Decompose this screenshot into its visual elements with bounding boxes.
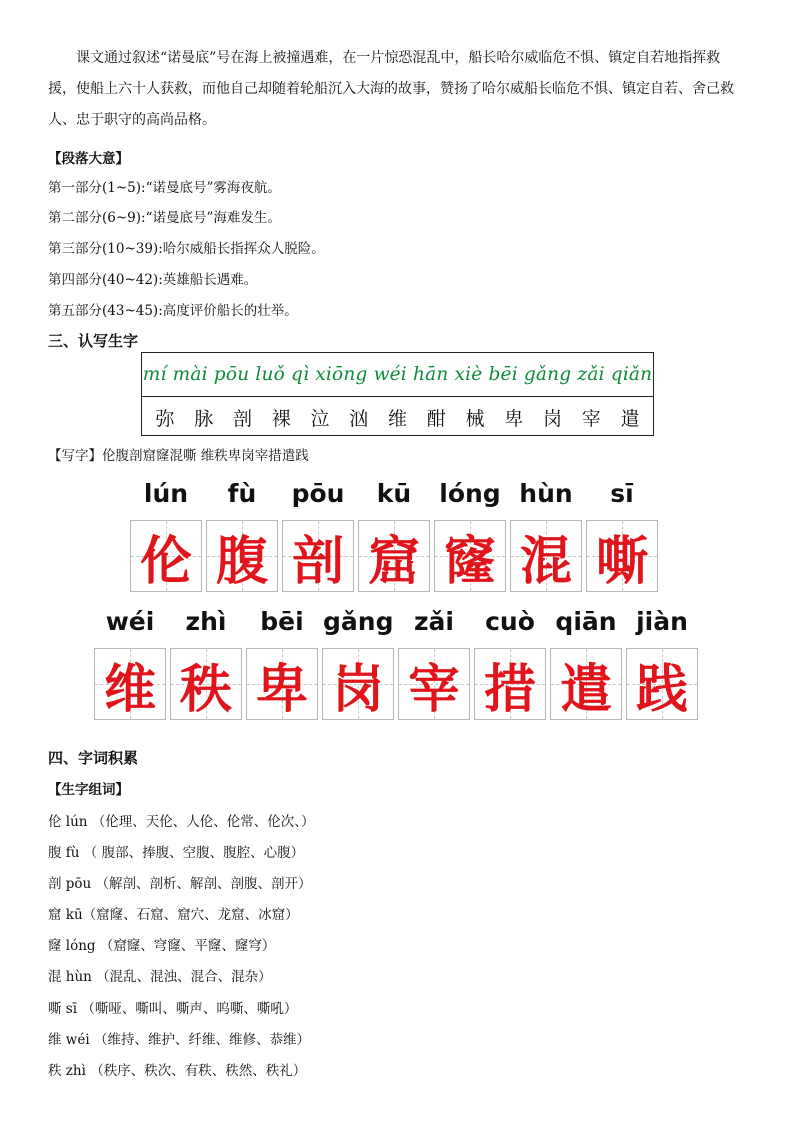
cell-character: 伦 [139,530,192,592]
cell-pinyin: lún [143,479,189,508]
cell-pinyin: lóng [439,479,501,508]
cell-character: 剖 [291,530,344,592]
cell-character: 卑 [255,658,308,720]
cell-pinyin: qiān [555,607,617,636]
word-group-item: 嘶 sī （嘶哑、嘶叫、嘶声、呜嘶、嘶吼） [48,1001,298,1017]
table-char: 泣 [310,407,330,430]
cell-character: 宰 [407,658,460,720]
cell-character: 遣 [559,658,612,720]
writing-grid-cell [170,607,242,720]
word-group-item: 维 wéi （维持、维护、纤维、维修、恭维） [48,1032,310,1048]
cell-character: 岗 [331,658,384,720]
cell-pinyin: pōu [291,479,345,508]
cell-pinyin: jiàn [636,607,688,636]
cell-pinyin: bēi [260,607,304,636]
cell-character: 践 [635,658,688,720]
cell-pinyin: kū [376,479,412,508]
writing-grid-cell [626,607,698,720]
writing-grid-cell [206,479,278,592]
section-heading-recognize-write: 三、认写生字 [48,332,139,350]
summary-item: 第四部分(40~42):英雄船长遇难。 [48,272,258,288]
lesson-summary-paragraph: 课文通过叙述“诺曼底”号在海上被撞遇难，在一片惊恐混乱中，船长哈尔威临危不惧、镇定自若地指挥救援，使船上六十人获救，而他自己却随着轮船沉入大海的故事，赞扬了哈尔威船长临危不惧、镇定自若、舍己救人、忠于职守的高尚品格。 [48,50,734,128]
table-char: 弥 [155,407,175,430]
writing-grid-cell [322,607,394,720]
summary-item: 第三部分(10~39):哈尔威船长指挥众人脱险。 [48,241,325,257]
word-group-item: 窟 kū（窟窿、石窟、窟穴、龙窟、冰窟） [48,907,299,923]
table-char: 维 [387,407,407,430]
table-char: 脉 [194,407,214,430]
word-group-item: 秩 zhì （秩序、秩次、有秩、秩然、秩礼） [48,1063,307,1079]
word-group-subheading: 【生字组词】 [48,782,129,798]
table-char: 剖 [232,407,252,430]
writing-row-1 [130,479,662,592]
writing-grid-cell [358,479,430,592]
summary-item: 第五部分(43~45):高度评价船长的壮举。 [48,303,298,319]
table-char: 械 [465,407,485,430]
writing-grid-cell [434,479,506,592]
summary-heading: 【段落大意】 [48,151,129,167]
cell-character: 嘶 [595,530,648,592]
writing-grid-cell [246,607,318,720]
cell-character: 腹 [215,530,268,592]
cell-pinyin: fù [227,479,257,508]
section-heading-word-accumulation: 四、字词积累 [48,749,139,767]
table-char: 裸 [271,407,291,430]
cell-character: 窿 [443,530,496,592]
character-row [142,397,653,437]
summary-item: 第一部分(1~5):“诺曼底号”雾海夜航。 [48,180,281,196]
table-char: 遣 [620,407,640,430]
writing-row-2 [94,607,702,720]
table-char: 岗 [542,407,562,430]
cell-pinyin: zhì [185,607,227,636]
writing-grid-cell [130,479,202,592]
cell-pinyin: wéi [105,607,155,636]
cell-pinyin: cuò [485,607,535,636]
cell-character: 维 [103,658,156,720]
writing-grid-cell [474,607,546,720]
table-char: 卑 [504,407,524,430]
word-group-item: 伦 lún （伦理、天伦、人伦、伦常、伦次、） [48,814,315,830]
word-group-item: 混 hùn （混乱、混浊、混合、混杂） [48,969,272,985]
summary-item: 第二部分(6~9):“诺曼底号”海难发生。 [48,210,281,226]
writing-grid-cell [550,607,622,720]
writing-grid-cell [282,479,354,592]
writing-grid-cell [398,607,470,720]
writing-grid-cell [510,479,582,592]
word-group-item: 剖 pōu （解剖、剖析、解剖、剖腹、剖开） [48,876,312,892]
recognition-table [141,352,654,436]
cell-pinyin: zǎi [414,607,454,636]
cell-character: 措 [483,658,536,720]
table-char: 汹 [349,407,369,430]
table-char: 宰 [581,407,601,430]
write-characters-label: 【写字】伦腹剖窟窿混嘶 维秩卑岗宰措遣践 [48,448,309,464]
word-group-item: 腹 fù （ 腹部、捧腹、空腹、腹腔、心腹） [48,845,305,861]
pinyin-row: mí mài pōu luǒ qì xiōng wéi hān xiè bēi gǎng zǎi qiǎn [142,353,653,397]
writing-grid-cell [586,479,658,592]
writing-practice-image [94,473,714,733]
cell-pinyin: hùn [519,479,573,508]
table-char: 酣 [426,407,446,430]
cell-pinyin: sī [610,479,634,508]
cell-character: 秩 [179,658,232,720]
word-group-item: 窿 lóng （窟窿、穹窿、平窿、窿穹） [48,938,276,954]
cell-pinyin: gǎng [323,607,394,636]
writing-grid-cell [94,607,166,720]
cell-character: 窟 [367,530,420,592]
cell-character: 混 [519,530,572,592]
